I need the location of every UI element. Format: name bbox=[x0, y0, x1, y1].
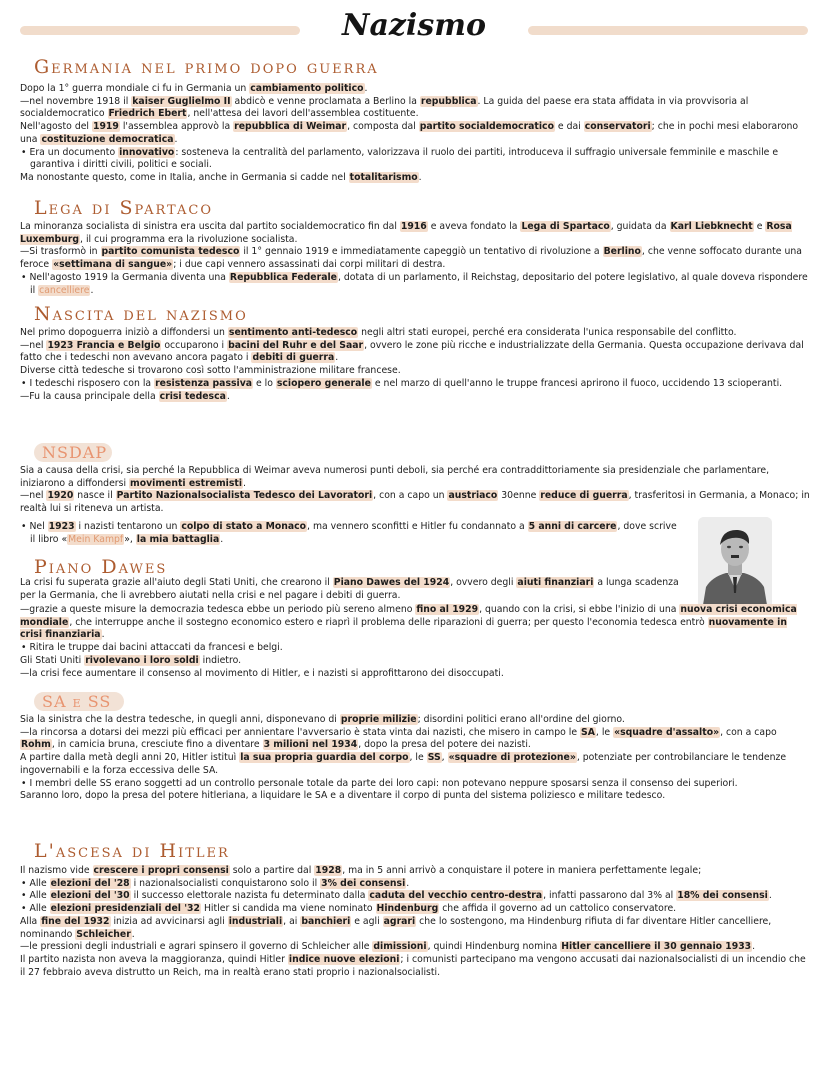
bullet-item: • I membri delle SS erano soggetti ad un controllo personale totale da parte dei loro capi: non potevano neppure sposarsi senza il consenso dei superiori. bbox=[20, 778, 810, 791]
paragraph: Il partito nazista non aveva la maggioranza, quindi Hitler indice nuove elezioni; i comunisti partecipano ma vengono accusati dai nazionalsocialisti di un incendio che il 27 febbraio aveva distrutto un Reich, ma in realtà erano stati proprio i nazionalsocialisti. bbox=[20, 953, 806, 978]
paragraph: Nel primo dopoguerra iniziò a diffondersi un sentimento anti-tedesco negli altri stati europei, perché era considerata l'unica responsabile del conflitto. bbox=[20, 327, 737, 338]
section-piano-dawes-cont bbox=[20, 604, 810, 680]
heading-sa-ss: SA e SS bbox=[42, 692, 112, 711]
paragraph: Saranno loro, dopo la presa del potere hitleriana, a liquidare le SA e a diventare il corpo di punta del sistema poliziesco e militare tedesco. bbox=[20, 790, 666, 802]
bullet-item: • Alle elezioni presidenziali del '32 Hitler si candida ma viene nominato Hindenburg che affida il governo ad un cattolico conservatore. bbox=[20, 903, 810, 916]
heading-ascesa-hitler: L'ascesa di Hitler bbox=[34, 840, 230, 862]
paragraph: Ma nonostante questo, come in Italia, anche in Germania si cadde nel totalitarismo. bbox=[20, 171, 422, 183]
heading-germania: Germania nel primo dopo guerra bbox=[34, 56, 379, 78]
paragraph: Gli Stati Uniti rivolevano i loro soldi indietro. bbox=[20, 654, 242, 666]
heading-nsdap: NSDAP bbox=[42, 443, 108, 462]
bullet-item: • Ritira le truppe dai bacini attaccati da francesi e belgi. bbox=[20, 642, 810, 655]
bullet-item: • Era un documento innovativo: sosteneva la centralità del parlamento, valorizzava il ruolo dei partiti, introduceva il suffragio universale femminile e maschile e garantiva i diritti civili, politici e sociali. bbox=[20, 147, 810, 172]
paragraph: Sia a causa della crisi, sia perché la Repubblica di Weimar aveva numerosi punti deboli, sia perché era contraddittoriamente sia presidenziale che parlamentare, iniziarono a diffondersi movimenti estremisti. bbox=[20, 465, 770, 489]
paragraph: —la crisi fece aumentare il consenso al movimento di Hitler, e i nazisti si approfittarono dei disoccupati. bbox=[20, 667, 504, 679]
paragraph: Dopo la 1° guerra mondiale ci fu in Germania un cambiamento politico. bbox=[20, 83, 368, 94]
bullet-item: • Nel 1923 i nazisti tentarono un colpo di stato a Monaco, ma vennero sconfitti e Hitler fu condannato a 5 anni di carcere, dove scrive il libro «Mein Kampf», la mia battaglia. bbox=[20, 521, 682, 546]
bullet-item: • Nell'agosto 1919 la Germania diventa una Repubblica Federale, dotata di un parlamento, il Reichstag, depositario del potere legislativo, al quale doveva rispondere il cancelliere. bbox=[20, 272, 810, 297]
paragraph: —Fu la causa principale della crisi tedesca. bbox=[20, 390, 230, 402]
paragraph: —Si trasformò in partito comunista tedesco il 1° gennaio 1919 e immediatamente capeggiò un tentativo di rivoluzione a Berlino, che venne soffocato durante una feroce «settimana di sangue»; i due capi vennero assassinati dai corpi militari di destra. bbox=[20, 246, 802, 271]
paragraph: Diverse città tedesche si trovarono così sotto l'amministrazione militare francese. bbox=[20, 365, 401, 377]
paragraph: —la rincorsa a dotarsi dei mezzi più efficaci per annientare l'avversario è stata vinta dai nazisti, che misero in campo le SA, le «squadre d'assalto», con a capo Rohm, in camicia bruna, cresciute fino a diventare 3 milioni nel 1934, dopo la presa del potere dei nazisti. bbox=[20, 726, 777, 751]
portrait-image bbox=[698, 517, 772, 611]
page-title: Nazismo bbox=[342, 8, 486, 43]
paragraph: —nel 1923 Francia e Belgio occuparono i bacini del Ruhr e del Saar, ovvero le zone più ricche e industrializzate della Germania. Questa occupazione derivava dal fatto che i tedeschi non avevano ancora pagato i debiti di guerra. bbox=[20, 339, 804, 364]
paragraph: Nell'agosto del 1919 l'assemblea approvò la repubblica di Weimar, composta dal partito socialdemocratico e dai conservatori; che in pochi mesi elaborarono una costituzione democratica. bbox=[20, 121, 799, 145]
paragraph: Sia la sinistra che la destra tedesche, in quegli anni, disponevano di proprie milizie; disordini politici erano all'ordine del giorno. bbox=[20, 714, 625, 725]
section-piano-dawes bbox=[20, 577, 682, 602]
section-nascita-nazismo bbox=[20, 327, 810, 403]
paragraph: La minoranza socialista di sinistra era uscita dal partito socialdemocratico fin dal 1916 e aveva fondato la Lega di Spartaco, guidata da Karl Liebknecht e Rosa Luxemburg, il cui programma era la rivoluzione socialista. bbox=[20, 221, 792, 245]
paragraph: —nel 1920 nasce il Partito Nazionalsocialista Tedesco dei Lavoratori, con a capo un austriaco 30enne reduce di guerra, trasferitosi in Germania, a Monaco; in realtà lui si riteneva un artista. bbox=[20, 490, 810, 515]
paragraph: Il nazismo vide crescere i propri consensi solo a partire dal 1928, ma in 5 anni arrivò a conquistare il potere in maniera perfettamente legale; bbox=[20, 865, 702, 876]
heading-nascita-nazismo: Nascita del nazismo bbox=[34, 303, 248, 325]
title-bar-right bbox=[528, 26, 808, 35]
bullet-item: • I tedeschi risposero con la resistenza passiva e lo sciopero generale e nel marzo di quell'anno le truppe francesi aprirono il fuoco, uccidendo 13 scioperanti. bbox=[20, 378, 810, 391]
bullet-item: • Alle elezioni del '30 il successo elettorale nazista fu determinato dalla caduta del vecchio centro-destra, infatti passarono dal 3% al 18% dei consensi. bbox=[20, 890, 810, 903]
paragraph: —nel novembre 1918 il kaiser Guglielmo II abdicò e venne proclamata a Berlino la repubblica. La guida del paese era stata affidata in via provvisoria al socialdemocratico Friedrich Ebert, nell'attesa dei lavori dell'assemblea costituente. bbox=[20, 95, 749, 120]
section-spartaco bbox=[20, 221, 810, 297]
section-nsdap-cont bbox=[20, 521, 682, 546]
hitler-portrait bbox=[698, 517, 772, 611]
heading-piano-dawes: Piano Dawes bbox=[34, 556, 168, 578]
paragraph: Alla fine del 1932 inizia ad avvicinarsi agli industriali, ai banchieri e agli agrari che lo sostengono, ma Hindenburg rifiuta di far diventare Hitler cancelliere, nominando Schleicher. bbox=[20, 915, 772, 940]
section-sa-ss bbox=[20, 714, 810, 803]
section-ascesa-hitler bbox=[20, 865, 810, 979]
section-nsdap bbox=[20, 465, 810, 516]
paragraph: La crisi fu superata grazie all'aiuto degli Stati Uniti, che crearono il Piano Dawes del 1924, ovvero degli aiuti finanziari a lunga scadenza per la Germania, che li avrebbero aiutati nella crisi e nel pagare i debiti di guerra. bbox=[20, 577, 679, 601]
bullet-item: • Alle elezioni del '28 i nazionalsocialisti conquistarono solo il 3% dei consensi. bbox=[20, 878, 810, 891]
paragraph: A partire dalla metà degli anni 20, Hitler istituì la sua propria guardia del corpo, le SS, «squadre di protezione», potenziate per controbilanciare le tendenze ingovernabili e la forza eccessiva delle SA. bbox=[20, 752, 787, 776]
paragraph: —grazie a queste misure la democrazia tedesca ebbe un periodo più sereno almeno fino al 1929, quando con la crisi, si ebbe l'inizio di una nuova crisi economica mondiale, che interruppe anche il sostegno economico estero e riaprì il problema delle riparazioni di guerra; per questo l'economia tedesca entrò nuovamente in crisi finanziaria. bbox=[20, 604, 797, 641]
heading-spartaco: Lega di Spartaco bbox=[34, 197, 213, 219]
title-bar-left bbox=[20, 26, 300, 35]
paragraph: —le pressioni degli industriali e agrari spinsero il governo di Schleicher alle dimissioni, quindi Hindenburg nomina Hitler cancelliere il 30 gennaio 1933. bbox=[20, 941, 756, 953]
section-germania bbox=[20, 83, 810, 185]
